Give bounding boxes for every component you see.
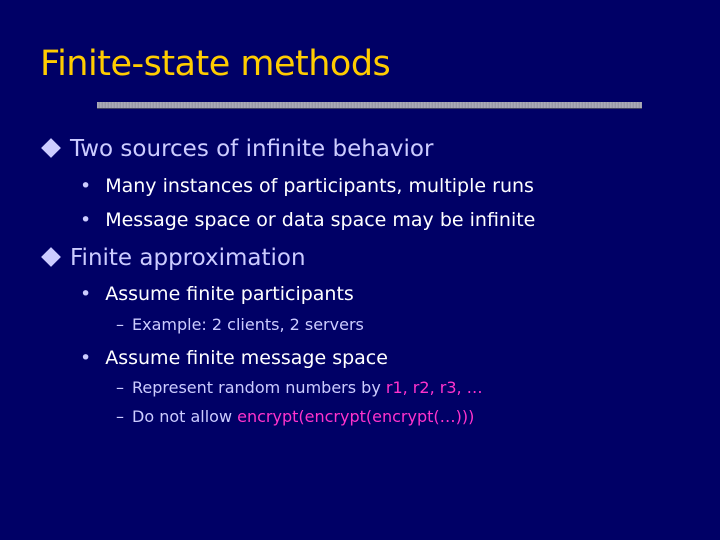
dash-bullet-icon: – <box>116 378 124 397</box>
list-item-text: Assume finite participants <box>105 283 354 305</box>
diamond-bullet-icon <box>41 138 61 158</box>
dot-bullet-icon: • <box>80 209 92 231</box>
sub-item-text: Example: 2 clients, 2 servers <box>132 315 364 334</box>
section-heading-text: Finite approximation <box>70 245 306 271</box>
diamond-bullet-icon <box>41 247 61 267</box>
section-heading <box>40 243 306 273</box>
dash-bullet-icon: – <box>116 407 124 426</box>
sub-item <box>116 406 474 428</box>
list-item-text: Message space or data space may be infinite <box>105 209 536 231</box>
list-item <box>80 281 354 307</box>
list-item <box>80 207 535 233</box>
dot-bullet-icon: • <box>80 283 92 305</box>
sub-item-text: Do not allow <box>132 407 238 426</box>
sub-item <box>116 377 483 399</box>
dot-bullet-icon: • <box>80 347 92 369</box>
sub-item <box>116 314 364 336</box>
sub-item-text: Represent random numbers by <box>132 378 386 397</box>
list-item-text: Many instances of participants, multiple runs <box>105 175 534 197</box>
list-item-text: Assume finite message space <box>105 347 388 369</box>
title-divider <box>97 102 642 108</box>
section-heading <box>40 134 433 164</box>
slide-title: Finite-state methods <box>40 44 391 84</box>
list-item <box>80 345 388 371</box>
highlighted-text: encrypt(encrypt(encrypt(…))) <box>237 407 475 426</box>
dash-bullet-icon: – <box>116 315 124 334</box>
highlighted-text: r1, r2, r3, … <box>385 378 483 397</box>
dot-bullet-icon: • <box>80 175 92 197</box>
list-item <box>80 173 534 199</box>
section-heading-text: Two sources of infinite behavior <box>70 136 434 162</box>
